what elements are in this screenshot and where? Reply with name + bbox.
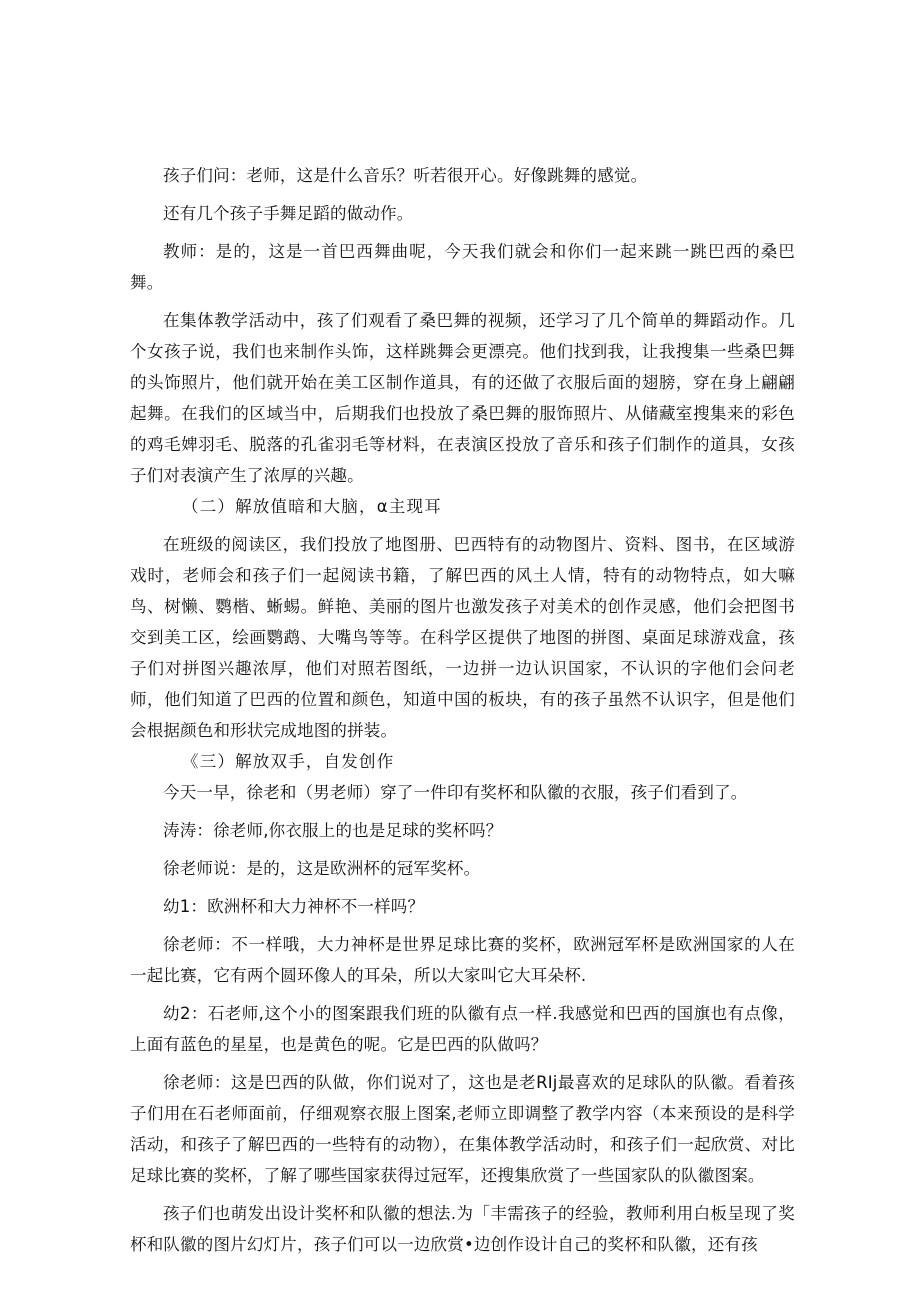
paragraph-design-ideas: 孩子们也萌发出设计奖杯和队徽的想法.为「丰需孩子的经验，教师利用白板呈现了奖杯和队徽的图片幻灯片，孩子们可以一边欣赏•边创作设计自己的奖杯和队徽，还有孩 [130, 1204, 795, 1254]
section-heading-two: （二）解放值暗和大脑，α主现耳 [182, 497, 442, 516]
document-page [130, 160, 795, 1260]
paragraph-child2-question: 幼2：石老师,这个小的图案跟我们班的队徽有点一样.我感觉和巴西的国旗也有点像，上面有蓝色的星星，也是黄色的呢。它是巴西的队做吗？ [130, 1004, 795, 1054]
paragraph-reading-area: 在班级的阅读区，我们投放了地图册、巴西特有的动物图片、资料、图书，在区域游戏时，老师会和孩子们一起阅读书籍，了解巴西的风土人情，特有的动物特点，如大嘛鸟、树懒、鹦楷、蜥蜴。鲜艳、美丽的图片也激发孩子对美术的创作灵感，他们会把图书交到美工区，绘画鹦鹉、大嘴鸟等等。在科学区提供了地图的拼图、桌面足球游戏盒，孩子们对拼图兴趣浓厚，他们对照若图纸，一边拼一边认识国家，不认识的字他们会问老师，他们知道了巴西的位置和颜色，知道中国的板块，有的孩子虽然不认识字，但是他们会根据颜色和形状完成地图的拼装。 [130, 535, 795, 740]
paragraph-teacher-shirt: 今天一早，徐老和（男老师）穿了一件印有奖杯和队徽的衣服，孩子们看到了。 [163, 783, 748, 802]
paragraph-xu-explain-cups: 徐老师：不一样哦，大力神杯是世界足球比赛的奖杯，欧洲冠军杯是欧洲国家的人在一起比赛，它有两个圆环像人的耳朵，所以大家叫它大耳朵杯. [130, 935, 795, 985]
paragraph-taotao-question: 涛涛：徐老师,你衣服上的也是足球的奖杯吗？ [163, 821, 503, 840]
section-heading-three: 《三）解放双手，自发创作 [182, 752, 395, 771]
paragraph-xu-answer: 徐老师说：是的，这是欧洲杯的冠军奖杯。 [163, 859, 481, 878]
paragraph-dancing-children: 还有几个孩子手舞足蹈的做动作。 [163, 204, 414, 223]
paragraph-xu-brazil-badge: 徐老师：这是巴西的队做，你们说对了，这也是老RIj最喜欢的足球队的队徽。看着孩子们用在石老师面前，仔细观察衣服上图案,老师立即调整了教学内容（本来预设的是科学活动，和孩子了解巴西的一些特有的动物），在集体教学活动时，和孩子们一起欣赏、对比足球比赛的奖杯，了解了哪些国家获得过冠军，还搜集欣赏了一些国家队的队徽图案。 [130, 1073, 795, 1185]
paragraph-teacher-samba: 教师：是的，这是一首巴西舞曲呢，今天我们就会和你们一起来跳一跳巴西的桑巴舞。 [130, 242, 795, 292]
paragraph-child1-question: 幼1：欧洲杯和大力神杯不一样吗？ [163, 897, 425, 916]
paragraph-samba-activity: 在集体教学活动中，孩了们观看了桑巴舞的视频，还学习了几个简单的舞蹈动作。几个女孩子说，我们也来制作头饰，这样跳舞会更漂亮。他们找到我，让我搜集一些桑巴舞的头饰照片，他们就开始在美工区制作道具，有的还做了衣服后面的翅膀，穿在身上翩翩起舞。在我们的区域当中，后期我们也投放了桑巴舞的服饰照片、从储藏室搜集来的彩色的鸡毛婢羽毛、脱落的孔雀羽毛等材料，在表演区投放了音乐和孩子们制作的道具，女孩子们对表演产生了浓厚的兴趣。 [130, 311, 795, 485]
paragraph-children-ask: 孩子们问：老师，这是什么音乐？听若很开心。好像跳舞的感觉。 [163, 166, 648, 185]
